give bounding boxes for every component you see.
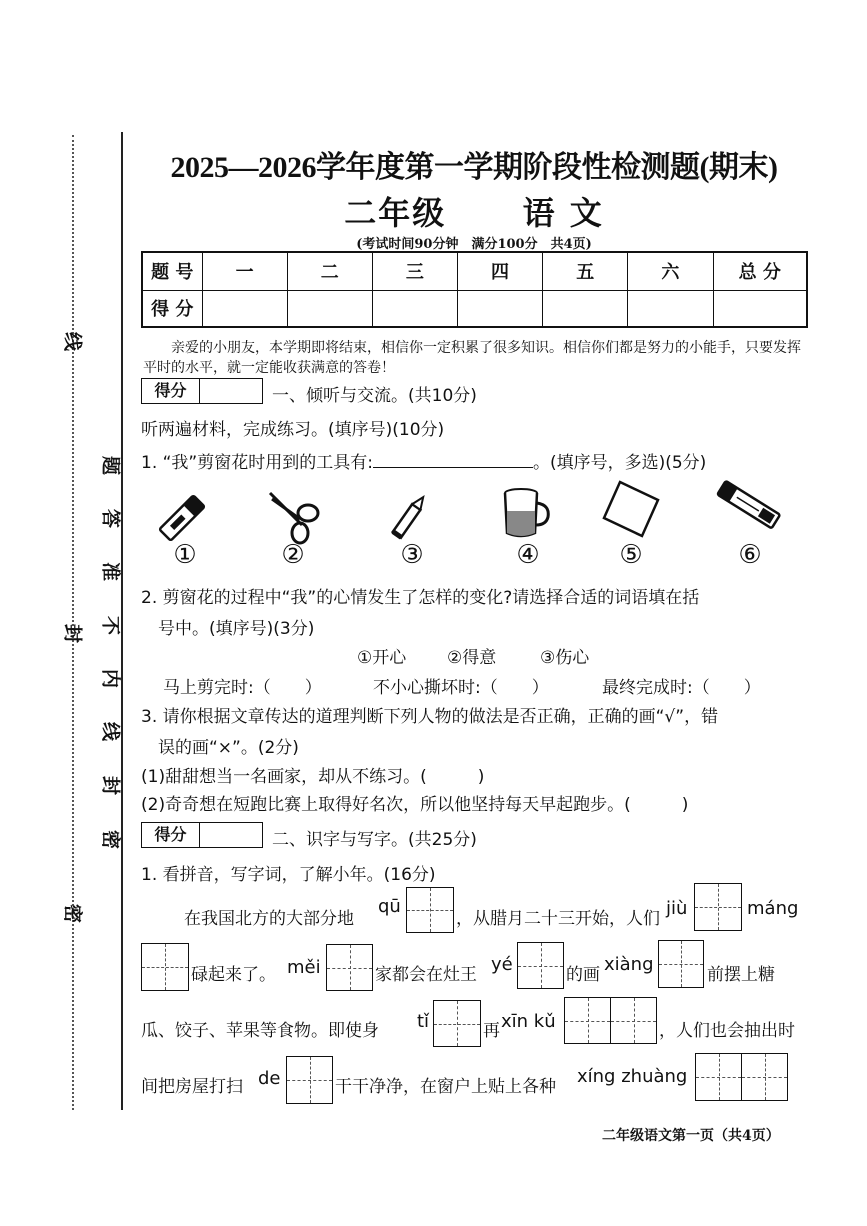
pinyin-mang: máng bbox=[747, 898, 799, 919]
notice-char-4: 不 bbox=[99, 615, 122, 635]
section1-heading: 一、倾听与交流。(共10分) bbox=[272, 386, 477, 406]
margin-char-line: 线 bbox=[61, 331, 84, 351]
score-cell-5[interactable] bbox=[543, 290, 628, 327]
exam-subtitle bbox=[140, 188, 808, 234]
section2-score-box bbox=[141, 822, 263, 848]
writing-box-xin[interactable] bbox=[564, 997, 611, 1044]
glue-stick-icon bbox=[152, 488, 212, 548]
section1-score-box bbox=[141, 378, 263, 404]
writing-box-mei[interactable] bbox=[326, 944, 373, 991]
score-cell-total[interactable] bbox=[713, 290, 807, 327]
para-line2-b: 家都会在灶王 bbox=[375, 965, 477, 985]
grade-label: 二年级 bbox=[344, 194, 447, 232]
page-footer: 二年级语文第一页（共4页） bbox=[602, 1128, 780, 1144]
notice-char-8: 密 bbox=[99, 829, 122, 849]
score-table-header-4: 四 bbox=[457, 252, 542, 290]
notice-char-6: 线 bbox=[99, 721, 122, 741]
section2-q1: 1. 看拼音，写字词，了解小年。(16分) bbox=[141, 865, 436, 885]
tool-number-6: ⑥ bbox=[738, 540, 762, 570]
q1-answer-blank[interactable] bbox=[373, 452, 533, 468]
para-line3-b: 再 bbox=[483, 1021, 500, 1041]
pinyin-xingzhuang: xíng zhuàng bbox=[577, 1066, 688, 1087]
cup-icon bbox=[500, 485, 552, 540]
para-line2-d: 前摆上糖 bbox=[707, 965, 775, 985]
score-table-header-total: 总 分 bbox=[713, 252, 807, 290]
intro-paragraph: 亲爱的小朋友，本学期即将结束，相信你一定积累了很多知识。相信你们都是努力的小能手，只要发挥平时的水平，就一定能收获满意的答卷！ bbox=[143, 340, 801, 376]
score-cell-1[interactable] bbox=[202, 290, 287, 327]
tool-number-5: ⑤ bbox=[619, 540, 643, 570]
score-cell-4[interactable] bbox=[457, 290, 542, 327]
notice-char-2: 答 bbox=[99, 508, 122, 528]
utility-knife-icon bbox=[712, 477, 787, 535]
score-table-row-label: 得 分 bbox=[142, 290, 202, 327]
writing-box-jiu[interactable] bbox=[694, 883, 742, 931]
para-line3-a: 瓜、饺子、苹果等食物。即使身 bbox=[141, 1021, 379, 1041]
q3-item-1[interactable]: (1)甜甜想当一名画家，却从不练习。( ) bbox=[141, 767, 485, 787]
q2-line1: 2. 剪窗花的过程中“我”的心情发生了怎样的变化?请选择合适的词语填在括 bbox=[141, 588, 700, 608]
para-line1-a: 在我国北方的大部分地 bbox=[184, 909, 354, 929]
pinyin-xinku: xīn kǔ bbox=[501, 1011, 556, 1032]
q3-line2: 误的画“×”。(2分) bbox=[158, 738, 299, 758]
pencil-icon bbox=[385, 488, 435, 543]
pinyin-de: de bbox=[258, 1068, 281, 1089]
pinyin-xiang: xiàng bbox=[604, 954, 654, 975]
section1-score-label: 得分 bbox=[142, 379, 200, 403]
writing-box-zhuang[interactable] bbox=[741, 1053, 788, 1101]
writing-box-ti[interactable] bbox=[433, 1000, 481, 1047]
section2-score-label: 得分 bbox=[142, 823, 200, 847]
pinyin-ti: tǐ bbox=[417, 1011, 430, 1032]
para-line3-c: ，人们也会抽出时 bbox=[659, 1021, 795, 1041]
subject-label: 语 文 bbox=[522, 194, 604, 232]
q2-line2: 号中。(填序号)(3分) bbox=[158, 619, 315, 639]
section2-heading: 二、识字与写字。(共25分) bbox=[272, 830, 477, 850]
writing-box-ye[interactable] bbox=[517, 942, 564, 989]
q2-blank-2[interactable]: 不小心撕坏时:（ ） bbox=[373, 678, 549, 698]
q1-prefix: 1. “我”剪窗花时用到的工具有: bbox=[141, 453, 373, 473]
section1-score-input[interactable] bbox=[200, 379, 262, 403]
writing-box-de[interactable] bbox=[286, 1056, 333, 1104]
notice-char-3: 准 bbox=[99, 561, 122, 581]
para-line4-b: 干干净净，在窗户上贴上各种 bbox=[335, 1077, 556, 1097]
para-line2-c: 的画 bbox=[566, 965, 600, 985]
margin-char-seal: 封 bbox=[61, 623, 84, 643]
pinyin-qu: qū bbox=[378, 896, 401, 917]
score-table bbox=[141, 251, 808, 328]
notice-char-1: 题 bbox=[99, 455, 122, 475]
pinyin-jiu: jiù bbox=[666, 898, 688, 919]
tool-number-2: ② bbox=[281, 540, 305, 570]
score-cell-2[interactable] bbox=[287, 290, 372, 327]
writing-box-xing[interactable] bbox=[695, 1053, 742, 1101]
notice-char-7: 封 bbox=[99, 775, 122, 795]
exam-info: (考试时间90分钟 满分100分 共4页) bbox=[356, 237, 592, 252]
q2-option-1: ①开心 bbox=[357, 648, 407, 668]
q3-line1: 3. 请你根据文章传达的道理判断下列人物的做法是否正确，正确的画“√”，错 bbox=[141, 707, 719, 727]
section1-instruction: 听两遍材料，完成练习。(填序号)(10分) bbox=[141, 420, 445, 440]
score-table-header-2: 二 bbox=[287, 252, 372, 290]
q2-option-2: ②得意 bbox=[447, 648, 497, 668]
tool-number-1: ① bbox=[173, 540, 197, 570]
para-line4-a: 间把房屋打扫 bbox=[141, 1077, 243, 1097]
notice-char-5: 内 bbox=[99, 668, 122, 688]
q2-option-3: ③伤心 bbox=[540, 648, 590, 668]
exam-title: 2025—2026学年度第一学期阶段性检测题(期末) bbox=[170, 151, 778, 184]
score-table-header-5: 五 bbox=[543, 252, 628, 290]
paper-icon bbox=[600, 478, 662, 540]
writing-box-xiang[interactable] bbox=[658, 940, 704, 988]
margin-char-secret: 密 bbox=[61, 903, 84, 923]
para-line2-a: 碌起来了。 bbox=[191, 965, 276, 985]
score-table-header-6: 六 bbox=[628, 252, 713, 290]
writing-box-ku[interactable] bbox=[610, 997, 657, 1044]
section2-score-input[interactable] bbox=[200, 823, 262, 847]
q2-blank-3[interactable]: 最终完成时:（ ） bbox=[602, 678, 761, 698]
q3-item-2[interactable]: (2)奇奇想在短跑比赛上取得好名次，所以他坚持每天早起跑步。( ) bbox=[141, 795, 689, 815]
writing-box-qu[interactable] bbox=[406, 887, 454, 933]
q1-line bbox=[141, 448, 706, 473]
score-cell-6[interactable] bbox=[628, 290, 713, 327]
q1-suffix: 。(填序号，多选)(5分) bbox=[532, 453, 707, 473]
pinyin-ye: yé bbox=[491, 954, 513, 975]
tool-number-4: ④ bbox=[516, 540, 540, 570]
score-table-header-1: 一 bbox=[202, 252, 287, 290]
tool-number-3: ③ bbox=[400, 540, 424, 570]
pinyin-mei: měi bbox=[287, 957, 321, 978]
score-cell-3[interactable] bbox=[372, 290, 457, 327]
score-table-header-label: 题 号 bbox=[142, 252, 202, 290]
writing-box-mang[interactable] bbox=[141, 943, 189, 991]
q2-blank-1[interactable]: 马上剪完时:（ ） bbox=[163, 678, 322, 698]
para-line1-b: ，从腊月二十三开始，人们 bbox=[456, 909, 660, 929]
score-table-header-3: 三 bbox=[372, 252, 457, 290]
